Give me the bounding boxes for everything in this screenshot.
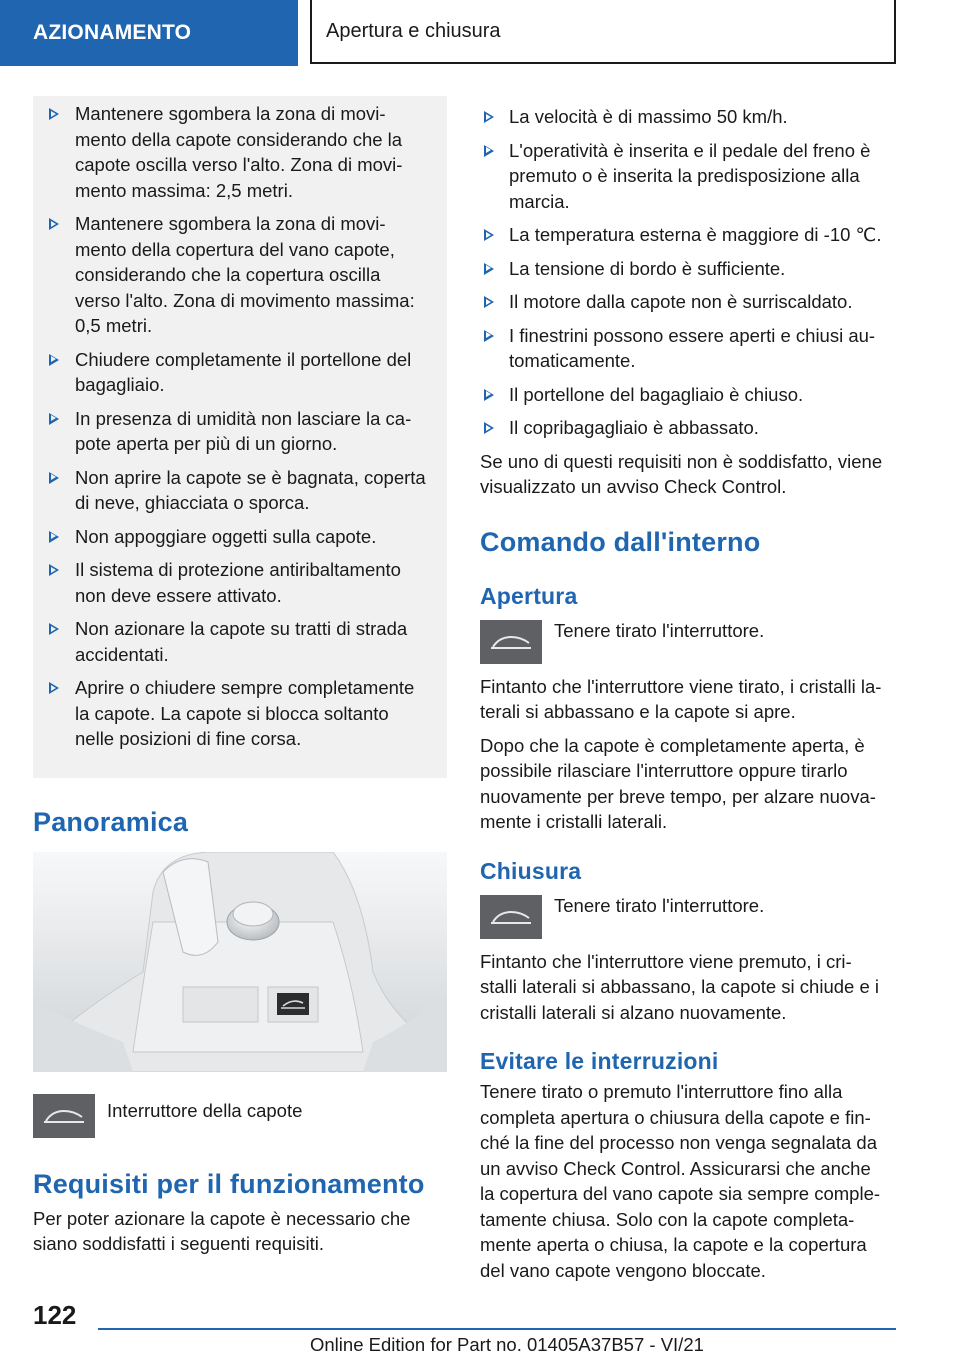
warning-item-text: Non aprire la capote se è bagnata, coperta di neve, ghiacciata o sporca.	[75, 466, 426, 513]
triangle-bullet-icon	[49, 564, 59, 576]
warning-item-text: Mantenere sgombera la zona di movi- mento della capote considerando che la capote oscilla verso l'alto. Zona di movi- mento massima: 2,5 metri.	[75, 103, 403, 201]
warning-item-text: Chiudere completamente il portellone del bagagliaio.	[75, 348, 412, 395]
center-console-illustration	[33, 852, 447, 1072]
triangle-bullet-icon	[49, 354, 59, 366]
warning-item	[43, 675, 439, 752]
closing-instruction: Tenere tirato l'interruttore.	[554, 894, 765, 916]
closing-heading: Chiusura	[480, 857, 582, 884]
interruptions-heading: Evitare le interruzioni	[480, 1048, 719, 1074]
chapter-title: Apertura e chiusura	[310, 0, 896, 64]
triangle-bullet-icon	[49, 108, 59, 120]
warning-item	[43, 524, 439, 550]
warning-item-text: Il sistema di protezione antiribaltamento non deve essere attivato.	[75, 559, 401, 606]
warning-item-text: Aprire o chiudere sempre completamente la capote. La capote si blocca soltanto nelle posizioni di fine corsa.	[75, 677, 415, 749]
page-footer	[0, 1290, 960, 1362]
section-tab: AZIONAMENTO	[0, 0, 298, 66]
closing-text: Fintanto che l'interruttore viene premuto, i cri- stalli laterali si abbassano, la capote si chiude e i cristalli laterali si alzano nuovamente.	[480, 950, 880, 1023]
page-number: 122	[33, 1300, 77, 1330]
warning-item	[43, 616, 439, 667]
warning-item	[43, 347, 439, 398]
convertible-top-icon	[480, 895, 542, 939]
requirement-item	[480, 104, 898, 130]
requirements-heading: Requisiti per il funzionamento	[33, 1168, 425, 1199]
switch-caption-row	[33, 1094, 447, 1138]
triangle-bullet-icon	[49, 472, 59, 484]
requirement-item-text: L'operatività è inserita e il pedale del freno è premuto o è inserita la predisposizione alla marcia.	[509, 139, 871, 212]
page-header	[0, 0, 960, 66]
edition-note: Online Edition for Part no. 01405A37B57 - VI/21	[310, 1334, 704, 1355]
triangle-bullet-icon	[484, 330, 494, 342]
requirement-item	[480, 256, 898, 282]
requirement-item	[480, 289, 898, 315]
switch-caption: Interruttore della capote	[107, 1099, 303, 1121]
warning-item-text: In presenza di umidità non lasciare la ca- pote aperta per più di un giorno.	[75, 407, 412, 454]
requirement-item-text: Il copribagagliaio è abbassato.	[509, 417, 759, 438]
requirements-list	[480, 104, 898, 441]
warning-item	[43, 557, 439, 608]
requirements-note: Se uno di questi requisiti non è soddisfatto, viene visualizzato un avviso Check Control.	[480, 450, 883, 497]
triangle-bullet-icon	[49, 531, 59, 543]
requirement-item	[480, 415, 898, 441]
footer-rule	[98, 1328, 896, 1330]
triangle-bullet-icon	[484, 296, 494, 308]
right-column	[480, 96, 898, 1283]
opening-text-1: Fintanto che l'interruttore viene tirato, i cristalli la- terali si abbassano e la capote si apre.	[480, 675, 882, 722]
triangle-bullet-icon	[484, 263, 494, 275]
inside-heading: Comando dall'interno	[480, 526, 761, 557]
triangle-bullet-icon	[484, 229, 494, 241]
warning-item	[43, 406, 439, 457]
overview-heading: Panoramica	[33, 806, 189, 837]
warning-list	[43, 101, 439, 752]
requirement-item-text: La velocità è di massimo 50 km/h.	[509, 106, 788, 127]
warning-item	[43, 211, 439, 339]
convertible-top-icon	[33, 1094, 95, 1138]
requirements-intro: Per poter azionare la capote è necessario che siano soddisfatti i seguenti requisiti.	[33, 1207, 411, 1254]
requirement-item	[480, 222, 898, 248]
requirement-item-text: Il motore dalla capote non è surriscaldato.	[509, 291, 853, 312]
requirement-item-text: La temperatura esterna è maggiore di -10 ℃.	[509, 224, 882, 245]
warning-item	[43, 101, 439, 203]
requirement-item	[480, 323, 898, 374]
warning-item-text: Mantenere sgombera la zona di movi- mento della copertura del vano capote, considerando che la copertura oscilla verso l'alto. Zona di movimento massima: 0,5 metri.	[75, 213, 415, 336]
triangle-bullet-icon	[49, 218, 59, 230]
warning-item-text: Non appoggiare oggetti sulla capote.	[75, 525, 377, 547]
triangle-bullet-icon	[484, 111, 494, 123]
triangle-bullet-icon	[49, 413, 59, 425]
warning-item	[43, 465, 439, 516]
requirement-item-text: La tensione di bordo è sufficiente.	[509, 257, 786, 279]
opening-row	[480, 620, 898, 664]
warning-box	[33, 96, 447, 778]
warning-item-text: Non azionare la capote su tratti di strada accidentati.	[75, 618, 408, 665]
requirement-item	[480, 382, 898, 408]
triangle-bullet-icon	[484, 145, 494, 157]
opening-heading: Apertura	[480, 582, 578, 609]
switch-photo	[33, 852, 447, 1072]
triangle-bullet-icon	[49, 682, 59, 694]
requirement-item-text: Il portellone del bagagliaio è chiuso.	[509, 383, 804, 405]
triangle-bullet-icon	[49, 623, 59, 635]
interruptions-text: Tenere tirato o premuto l'interruttore fino alla completa apertura o chiusura della capote e fin- ché la fine del processo non venga segnalata da un avviso Check Control. Assicurarsi che anche la copertura del vano capote sia sempre comple- tamente chiusa. Solo con la capote completa- mente aperta o chiusa, la capote e la copertura del vano capote vengono bloccate.	[480, 1081, 881, 1281]
opening-text-2: Dopo che la capote è completamente aperta, è possibile rilasciare l'interruttore oppure tirarlo nuovamente per breve tempo, per alzare nuova- mente i cristalli laterali.	[480, 734, 876, 832]
convertible-top-icon	[480, 620, 542, 664]
closing-row	[480, 895, 898, 939]
requirement-item-text: I finestrini possono essere aperti e chiusi au- tomaticamente.	[509, 324, 876, 371]
requirement-item	[480, 138, 898, 215]
opening-instruction: Tenere tirato l'interruttore.	[554, 619, 765, 641]
triangle-bullet-icon	[484, 389, 494, 401]
left-column	[33, 96, 447, 1257]
triangle-bullet-icon	[484, 422, 494, 434]
